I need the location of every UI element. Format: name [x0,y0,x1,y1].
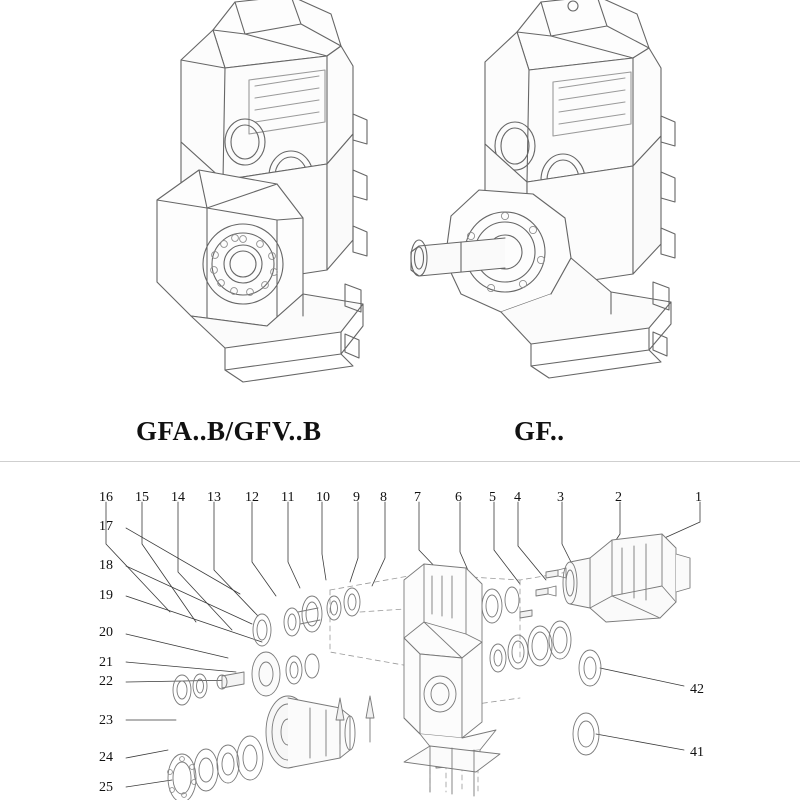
gear-unit-gf-illustration [405,0,705,394]
callout-8: 8 [380,490,387,505]
callout-19: 19 [99,588,113,603]
callout-21: 21 [99,655,113,670]
callout-15: 15 [135,490,149,505]
gear-unit-gfab-gfvb-illustration [95,0,395,394]
callout-17: 17 [99,519,113,534]
callout-24: 24 [99,750,113,765]
callout-14: 14 [171,490,185,505]
callout-2: 2 [615,490,622,505]
callout-5: 5 [489,490,496,505]
callout-20: 20 [99,625,113,640]
callout-6: 6 [455,490,462,505]
callout-4: 4 [514,490,521,505]
callout-18: 18 [99,558,113,573]
callout-16: 16 [99,490,113,505]
exploded-view [0,462,800,800]
callout-13: 13 [207,490,221,505]
caption-gfab-gfvb: GFA..B/GFV..B [136,416,322,446]
caption-gf: GF.. [514,416,565,446]
callout-10: 10 [316,490,330,505]
callout-23: 23 [99,713,113,728]
callout-11: 11 [281,490,295,505]
callout-9: 9 [353,490,360,505]
callout-3: 3 [557,490,564,505]
callout-41: 41 [690,745,704,760]
callout-12: 12 [245,490,259,505]
callout-1: 1 [695,490,702,505]
exploded-parts-drawing [0,462,800,800]
callout-22: 22 [99,674,113,689]
callout-42: 42 [690,682,704,697]
callout-7: 7 [414,490,421,505]
callout-25: 25 [99,780,113,795]
